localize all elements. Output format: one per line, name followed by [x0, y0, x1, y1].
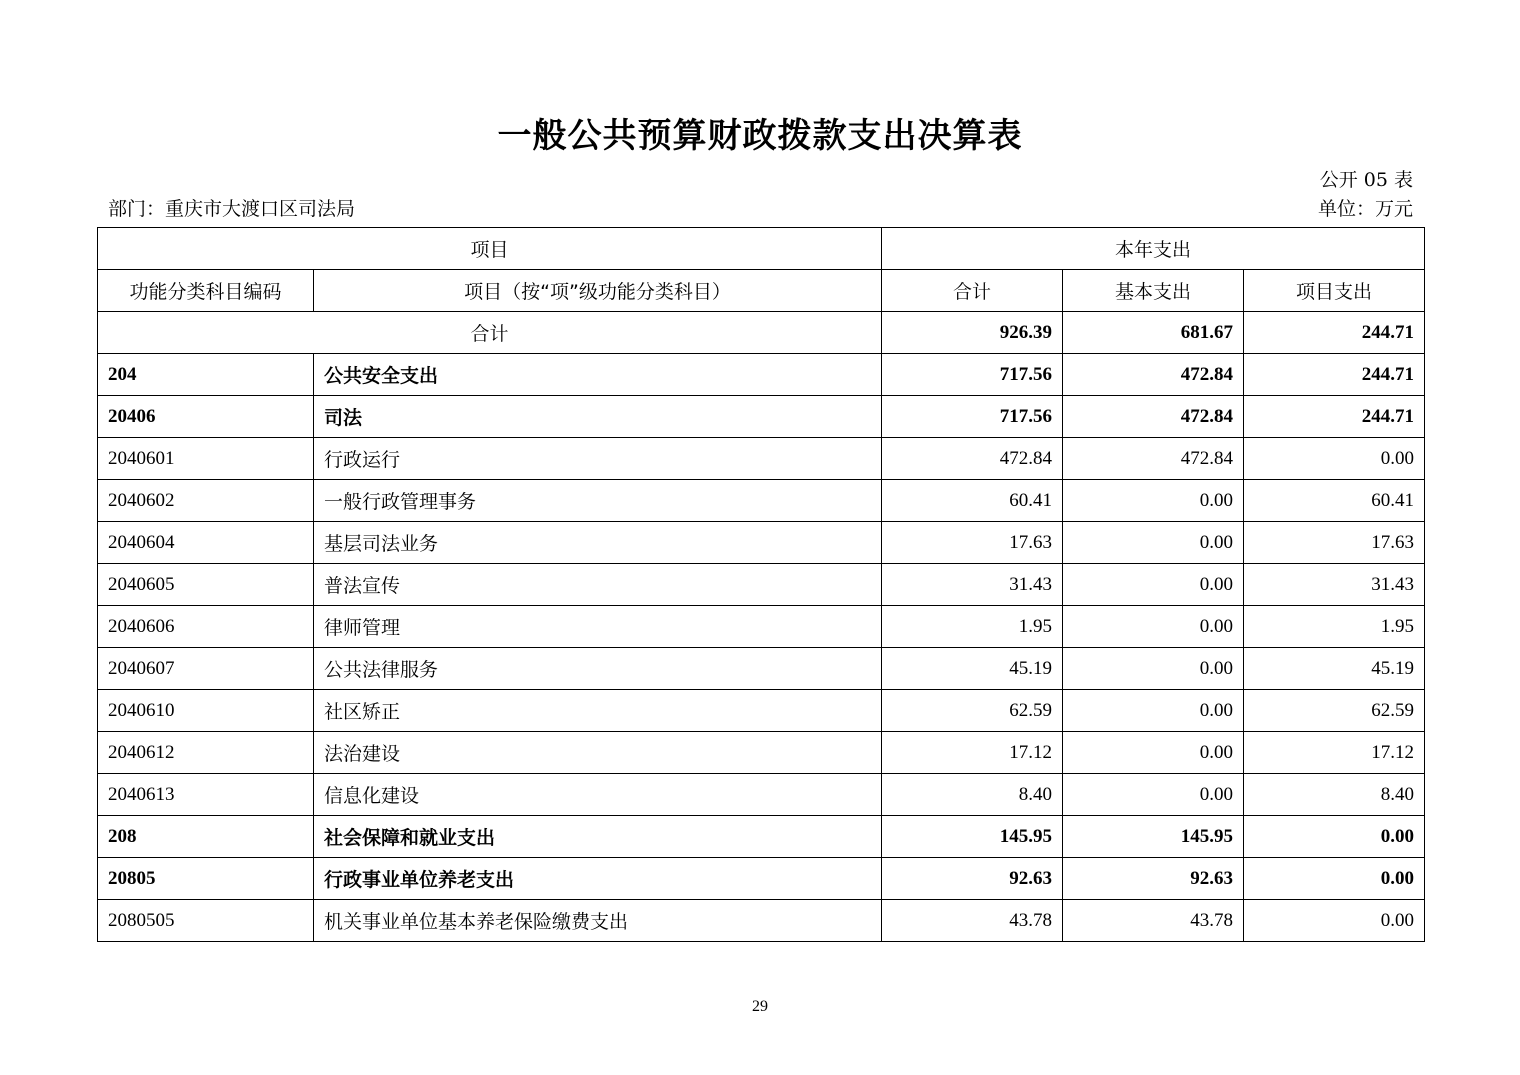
header-expense-group: 本年支出 — [882, 228, 1425, 270]
table-row — [98, 774, 1425, 816]
row-basic: 472.84 — [1063, 438, 1244, 480]
row-total: 1.95 — [882, 606, 1063, 648]
row-basic: 0.00 — [1063, 480, 1244, 522]
row-basic: 0.00 — [1063, 648, 1244, 690]
header-name: 项目（按“项”级功能分类科目） — [314, 270, 882, 312]
table-row — [98, 606, 1425, 648]
summary-total: 926.39 — [882, 312, 1063, 354]
row-name: 公共法律服务 — [314, 648, 882, 690]
row-basic: 0.00 — [1063, 606, 1244, 648]
row-basic: 92.63 — [1063, 858, 1244, 900]
row-project: 0.00 — [1244, 900, 1425, 942]
row-project: 244.71 — [1244, 354, 1425, 396]
table-row — [98, 354, 1425, 396]
row-project: 31.43 — [1244, 564, 1425, 606]
row-total: 145.95 — [882, 816, 1063, 858]
unit-label: 单位：万元 — [1317, 198, 1413, 220]
table-code: 公开 05 表 — [1319, 169, 1413, 191]
row-code: 2040601 — [98, 438, 314, 480]
row-total: 717.56 — [882, 354, 1063, 396]
row-basic: 472.84 — [1063, 354, 1244, 396]
row-name: 信息化建设 — [314, 774, 882, 816]
row-name: 社会保障和就业支出 — [314, 816, 882, 858]
department-label: 部门：重庆市大渡口区司法局 — [108, 198, 356, 220]
page-number: 29 — [752, 998, 768, 1015]
row-basic: 472.84 — [1063, 396, 1244, 438]
row-basic: 0.00 — [1063, 774, 1244, 816]
row-total: 92.63 — [882, 858, 1063, 900]
row-project: 17.63 — [1244, 522, 1425, 564]
row-total: 8.40 — [882, 774, 1063, 816]
row-code: 208 — [98, 816, 314, 858]
row-code: 2040602 — [98, 480, 314, 522]
row-project: 62.59 — [1244, 690, 1425, 732]
header-row-columns — [98, 270, 1425, 312]
row-basic: 0.00 — [1063, 690, 1244, 732]
table-row — [98, 564, 1425, 606]
row-total: 472.84 — [882, 438, 1063, 480]
row-code: 2040613 — [98, 774, 314, 816]
row-basic: 0.00 — [1063, 564, 1244, 606]
row-code: 2080505 — [98, 900, 314, 942]
row-code: 2040604 — [98, 522, 314, 564]
table-row — [98, 438, 1425, 480]
row-basic: 43.78 — [1063, 900, 1244, 942]
row-name: 司法 — [314, 396, 882, 438]
row-name: 一般行政管理事务 — [314, 480, 882, 522]
row-code: 204 — [98, 354, 314, 396]
summary-basic: 681.67 — [1063, 312, 1244, 354]
row-code: 2040607 — [98, 648, 314, 690]
header-project: 项目支出 — [1244, 270, 1425, 312]
row-project: 0.00 — [1244, 816, 1425, 858]
row-code: 2040612 — [98, 732, 314, 774]
row-basic: 0.00 — [1063, 732, 1244, 774]
row-name: 普法宣传 — [314, 564, 882, 606]
table-row — [98, 480, 1425, 522]
summary-label: 合计 — [98, 312, 882, 354]
row-code: 20406 — [98, 396, 314, 438]
table-row — [98, 690, 1425, 732]
row-total: 62.59 — [882, 690, 1063, 732]
header-code: 功能分类科目编码 — [98, 270, 314, 312]
header-basic: 基本支出 — [1063, 270, 1244, 312]
summary-project: 244.71 — [1244, 312, 1425, 354]
row-name: 法治建设 — [314, 732, 882, 774]
header-item-group: 项目 — [98, 228, 882, 270]
table-row — [98, 396, 1425, 438]
table-row — [98, 900, 1425, 942]
row-code: 20805 — [98, 858, 314, 900]
row-name: 行政事业单位养老支出 — [314, 858, 882, 900]
row-project: 0.00 — [1244, 858, 1425, 900]
row-name: 行政运行 — [314, 438, 882, 480]
row-total: 60.41 — [882, 480, 1063, 522]
row-project: 244.71 — [1244, 396, 1425, 438]
expenditure-table — [97, 227, 1425, 942]
header-total: 合计 — [882, 270, 1063, 312]
row-name: 律师管理 — [314, 606, 882, 648]
header-row-group — [98, 228, 1425, 270]
row-total: 45.19 — [882, 648, 1063, 690]
row-basic: 0.00 — [1063, 522, 1244, 564]
row-code: 2040605 — [98, 564, 314, 606]
row-basic: 145.95 — [1063, 816, 1244, 858]
row-project: 17.12 — [1244, 732, 1425, 774]
row-total: 31.43 — [882, 564, 1063, 606]
row-code: 2040610 — [98, 690, 314, 732]
table-row — [98, 732, 1425, 774]
row-name: 机关事业单位基本养老保险缴费支出 — [314, 900, 882, 942]
row-project: 60.41 — [1244, 480, 1425, 522]
row-project: 0.00 — [1244, 438, 1425, 480]
row-total: 17.12 — [882, 732, 1063, 774]
table-row — [98, 858, 1425, 900]
row-name: 公共安全支出 — [314, 354, 882, 396]
row-name: 社区矫正 — [314, 690, 882, 732]
row-total: 43.78 — [882, 900, 1063, 942]
row-project: 45.19 — [1244, 648, 1425, 690]
summary-row — [98, 312, 1425, 354]
table-row — [98, 648, 1425, 690]
row-project: 8.40 — [1244, 774, 1425, 816]
row-total: 17.63 — [882, 522, 1063, 564]
table-row — [98, 816, 1425, 858]
row-project: 1.95 — [1244, 606, 1425, 648]
row-code: 2040606 — [98, 606, 314, 648]
table-row — [98, 522, 1425, 564]
row-name: 基层司法业务 — [314, 522, 882, 564]
row-total: 717.56 — [882, 396, 1063, 438]
page-title: 一般公共预算财政拨款支出决算表 — [497, 116, 1023, 156]
